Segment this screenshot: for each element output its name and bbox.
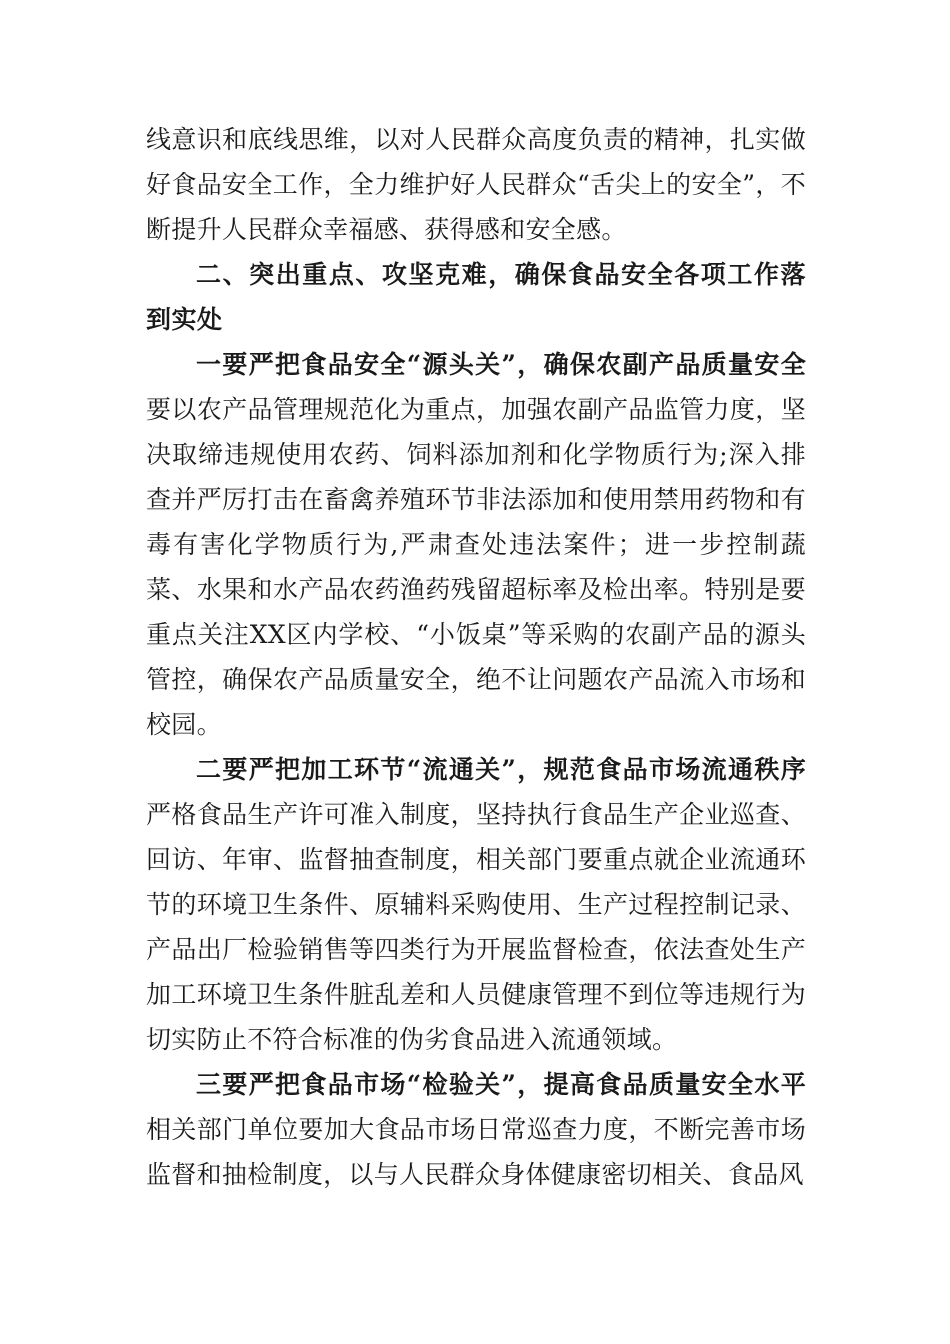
intro-paragraph: 线意识和底线思维，以对人民群众高度负责的精神，扎实做好食品安全工作，全力维护好人民群众“舌尖上的安全”，不断提升人民群众幸福感、获得感和安全感。 (146, 125, 806, 244)
item-2-body: 严格食品生产许可准入制度，坚持执行食品生产企业巡查、回访、年审、监督抽查制度，相关部门要重点就企业流通环节的环境卫生条件、原辅料采购使用、生产过程控制记录、产品出厂检验销售等四类行为开展监督检查，依法查处生产加工环境卫生条件脏乱差和人员健康管理不到位等违规行为切实防止不符合标准的伪劣食品进入流通领域。 (146, 800, 806, 1054)
item-2-paragraph (146, 747, 806, 1062)
section-heading-2: 二、突出重点、攻坚克难，确保食品安全各项工作落到实处 (146, 260, 806, 334)
item-1-title: 一要严把食品安全“源头关”，确保农副产品质量安全 (196, 350, 806, 379)
item-2-title: 二要严把加工环节“流通关”，规范食品市场流通秩序 (196, 755, 806, 784)
item-3-title: 三要严把食品市场“检验关”，提高食品质量安全水平 (196, 1070, 806, 1099)
item-3-body: 相关部门单位要加大食品市场日常巡查力度，不断完善市场监督和抽检制度，以与人民群众身体健康密切相关、食品风 (146, 1115, 806, 1189)
item-1-body: 要以农产品管理规范化为重点，加强农副产品监管力度，坚决取缔违规使用农药、饲料添加剂和化学物质行为;深入排查并严厉打击在畜禽养殖环节非法添加和使用禁用药物和有毒有害化学物质行为,严肃查处违法案件；进一步控制蔬菜、水果和水产品农药渔药残留超标率及检出率。特别是要重点关注XX区内学校、“小饭桌”等采购的农副产品的源头管控，确保农产品质量安全，绝不让问题农产品流入市场和校园。 (146, 395, 806, 739)
document-page (146, 117, 806, 1197)
item-3-paragraph (146, 1062, 806, 1197)
item-1-paragraph (146, 342, 806, 747)
